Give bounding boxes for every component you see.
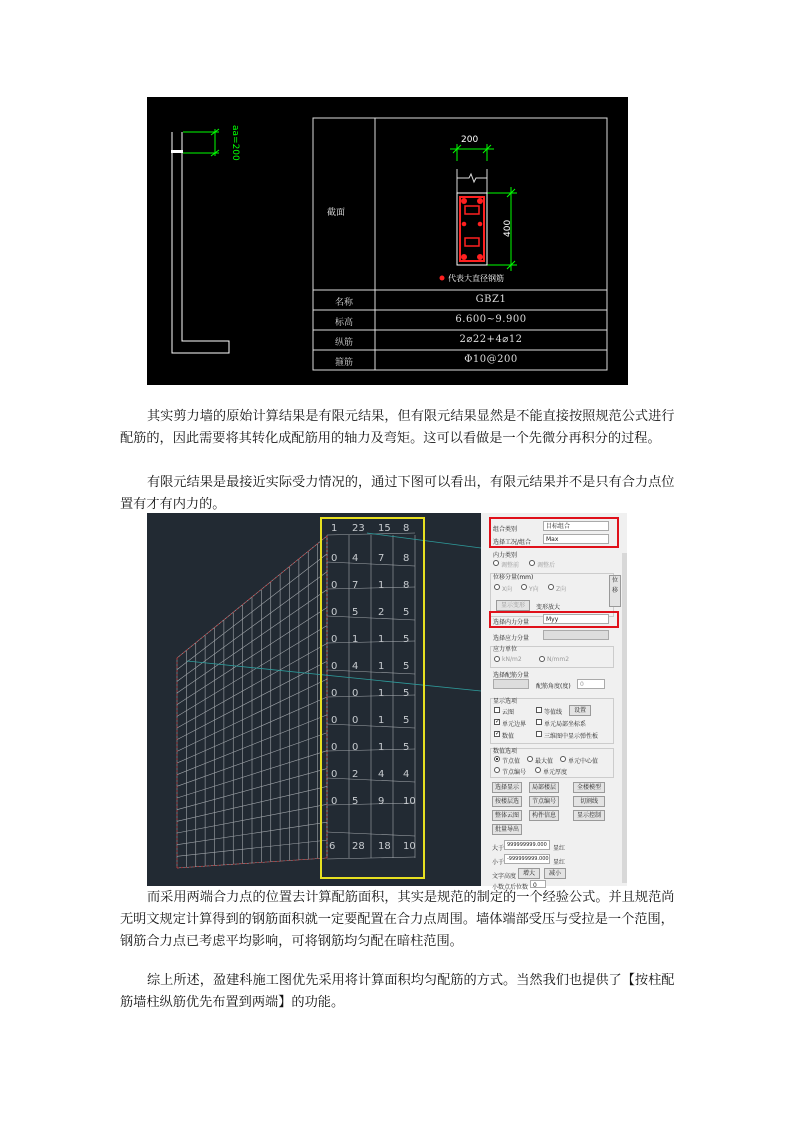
grid-number: 5 <box>403 607 410 618</box>
wall-outline <box>172 132 229 353</box>
grid-number-bottom: 28 <box>352 841 365 852</box>
grid-number: 0 <box>331 742 338 753</box>
opt-3d-label: 三维图中显示弹性板 <box>544 733 599 740</box>
grid-number: 0 <box>331 634 338 645</box>
fem-result-figure <box>147 513 627 891</box>
stress-unit-2: N/mm2 <box>547 656 570 663</box>
legend-bullet <box>440 276 445 281</box>
column-concrete <box>457 193 487 265</box>
grid-number-bottom: 6 <box>329 841 336 852</box>
grid-number: 5 <box>352 796 359 807</box>
member-info-button[interactable]: 构件信息 <box>529 810 559 821</box>
grid-number: 4 <box>352 661 359 672</box>
opt-local-label: 单元局部坐标系 <box>544 721 587 728</box>
grid-number: 0 <box>331 796 338 807</box>
display-label: 显示选项 <box>493 698 518 705</box>
grid-number-top: 23 <box>352 523 365 534</box>
rebar-comp-select[interactable] <box>493 679 529 689</box>
section-label: 截面 <box>327 208 346 218</box>
lt-color: 显红 <box>553 859 566 866</box>
num-nodeid-radio[interactable] <box>494 767 500 773</box>
grid-number: 5 <box>403 634 410 645</box>
disp-y-label: Y向 <box>529 586 539 593</box>
grid-number: 10 <box>403 796 416 807</box>
opt-cloud-checkbox[interactable] <box>494 707 500 713</box>
paragraph-2: 有限元结果是最接近实际受力情况的，通过下图可以看出，有限元结果并不是只有合力点位置有才有内力的。 <box>120 475 675 512</box>
dim-width-label: 200 <box>461 135 479 145</box>
local-floor-button[interactable]: 局部楼层 <box>529 782 559 793</box>
disp-label: 位移分量(mm) <box>493 574 534 581</box>
grid-number: 1 <box>378 661 385 672</box>
num-center-label: 单元中心值 <box>568 758 599 765</box>
disp-x-label: X向 <box>502 586 513 593</box>
opt-contour-label: 等值线 <box>544 709 563 716</box>
num-center-radio[interactable] <box>560 756 566 762</box>
grid-number: 0 <box>331 580 338 591</box>
section-table <box>313 290 607 370</box>
num-max-radio[interactable] <box>527 756 533 762</box>
disp-y-radio[interactable] <box>521 584 527 590</box>
grid-number: 8 <box>403 553 410 564</box>
gt-input[interactable]: 999999999.000 <box>504 840 550 850</box>
grid-number: 0 <box>352 715 359 726</box>
rebar-angle-input[interactable]: 0 <box>577 679 605 689</box>
num-max-label: 最大值 <box>535 758 554 765</box>
rebar-angle-label: 配筋角度(度) <box>536 683 571 690</box>
row-label-elevation: 标高 <box>334 318 353 328</box>
grid-number: 0 <box>331 553 338 564</box>
gt-color: 显红 <box>553 845 566 852</box>
grid-number: 7 <box>378 553 385 564</box>
text-height-label: 文字高度 <box>492 873 517 880</box>
row-value-stirrup: Φ10@200 <box>464 354 518 365</box>
select-display-button[interactable]: 选择显示 <box>492 782 522 793</box>
stress-comp-label: 选择应力分量 <box>493 635 530 642</box>
display-control-button[interactable]: 显示控制 <box>573 810 605 821</box>
dim-aa-label: aa=200 <box>230 125 240 161</box>
grid-number: 1 <box>378 742 385 753</box>
grid-number: 5 <box>403 742 410 753</box>
num-nodeid-label: 节点编号 <box>502 769 527 776</box>
aa-dimension <box>183 129 219 156</box>
force-type-opt1: 调整前 <box>501 562 520 569</box>
grid-number: 4 <box>403 769 410 780</box>
deform-scale-label: 变形放大 <box>536 604 561 611</box>
row-value-long-bar: 2⌀22+4⌀12 <box>459 334 523 345</box>
grid-number: 5 <box>403 715 410 726</box>
grid-number: 5 <box>352 607 359 618</box>
cut-line-button[interactable]: 切割线 <box>573 796 605 807</box>
grid-number: 5 <box>403 688 410 699</box>
batch-export-button[interactable]: 批量导出 <box>492 824 522 835</box>
node-number-button[interactable]: 节点编号 <box>529 796 559 807</box>
grid-number-bottom: 10 <box>403 841 416 852</box>
highlight-combo-box <box>489 517 619 548</box>
grid-number: 1 <box>352 634 359 645</box>
paragraph-4: 综上所述，盈建科施工图优先采用将计算面积均匀配筋的方式。当然我们也提供了【按柱配筋墙柱纵筋优先布置到两端】的功能。 <box>120 973 675 1010</box>
stress-comp-select[interactable] <box>543 630 609 640</box>
num-thick-label: 单元厚度 <box>543 769 568 776</box>
force-type-radio-2[interactable] <box>529 560 535 566</box>
by-floor-button[interactable]: 按楼层选 <box>492 796 522 807</box>
opt-value-label: 数值 <box>502 733 515 740</box>
num-thick-radio[interactable] <box>535 767 541 773</box>
opt-cloud-label: 云图 <box>502 709 515 716</box>
control-panel <box>481 513 627 891</box>
case-select[interactable]: Max <box>543 534 609 544</box>
grid-number: 0 <box>331 688 338 699</box>
row-value-name: GBZ1 <box>475 294 507 305</box>
grid-number: 2 <box>378 607 385 618</box>
grid-number: 4 <box>352 553 359 564</box>
grid-number-bottom: 18 <box>378 841 391 852</box>
fem-mesh-view <box>147 513 481 886</box>
column-section-outline <box>457 169 487 193</box>
grid-number: 0 <box>352 742 359 753</box>
text-decrease-button[interactable]: 减小 <box>544 868 566 879</box>
case-label: 选择工况/组合 <box>493 539 532 546</box>
decimals-input[interactable]: 0 <box>530 880 546 888</box>
combo-type-select[interactable]: 目标组合 <box>543 521 609 531</box>
grid-number: 1 <box>378 634 385 645</box>
num-node-label: 节点值 <box>502 758 521 765</box>
force-type-label: 内力类别 <box>493 552 518 559</box>
grid-number: 9 <box>378 796 385 807</box>
opt-edge-label: 单元边界 <box>502 721 527 728</box>
tie-top <box>465 206 479 214</box>
force-type-opt2: 调整后 <box>537 562 556 569</box>
row-label-stirrup: 箍筋 <box>334 358 353 368</box>
text-increase-button[interactable]: 增大 <box>518 868 540 879</box>
grid-number: 0 <box>331 661 338 672</box>
combo-type-label: 组合类别 <box>493 526 518 533</box>
opt-edge-checkbox[interactable]: ✓ <box>495 718 501 725</box>
grid-number: 5 <box>403 661 410 672</box>
grid-number: 1 <box>378 688 385 699</box>
opt-3d-checkbox[interactable] <box>536 731 542 737</box>
full-model-button[interactable]: 全楼模型 <box>573 782 605 793</box>
opt-contour-checkbox[interactable] <box>536 707 542 713</box>
lt-input[interactable]: -999999999.000 <box>504 854 550 864</box>
disp-z-radio[interactable] <box>548 584 554 590</box>
side-tab-button[interactable]: 位移 <box>609 575 621 607</box>
paragraph-3: 而采用两端合力点的位置去计算配筋面积，其实是规范的制定的一个经验公式。并且规范尚无明文规定计算得到的钢筋面积就一定要配置在合力点周围。墙体端部受压与受拉是一个范围，钢筋合力点已考虑平均影响，可将钢筋均匀配在暗柱范围。 <box>120 890 675 949</box>
opt-value-checkbox[interactable]: ✓ <box>495 730 501 737</box>
grid-number: 0 <box>331 715 338 726</box>
gt-label: 大于 <box>492 845 505 852</box>
paragraph-1: 其实剪力墙的原始计算结果是有限元结果，但有限元结果显然是不能直接按照规范公式进行配筋的，因此需要将其转化成配筋用的轴力及弯矩。这可以看做是一个先微分再积分的过程。 <box>120 409 675 446</box>
grid-number: 4 <box>378 769 385 780</box>
show-deform-button[interactable]: 显示变形 <box>496 600 530 611</box>
disp-z-label: Z向 <box>556 586 567 593</box>
tie-bottom <box>465 238 479 246</box>
opt-set-button[interactable]: 设置 <box>569 705 591 716</box>
stress-unit-radio-1[interactable] <box>494 656 500 662</box>
global-cloud-button[interactable]: 整体云图 <box>492 810 522 821</box>
dim-height-label: 400 <box>503 219 513 237</box>
decimals-label: 小数点后位数 <box>492 884 529 891</box>
stress-unit-1: kN/m2 <box>502 656 522 663</box>
row-value-elevation: 6.600~9.900 <box>455 314 527 325</box>
row-label-name: 名称 <box>334 298 353 308</box>
force-comp-label: 选择内力分量 <box>493 619 530 626</box>
force-type-radio-1[interactable] <box>493 560 499 566</box>
grid-number-top: 8 <box>403 523 410 534</box>
disp-x-radio[interactable] <box>494 584 500 590</box>
num-node-radio[interactable] <box>494 756 500 762</box>
grid-number: 8 <box>403 580 410 591</box>
cad-section-figure <box>147 97 628 385</box>
grid-number: 1 <box>378 715 385 726</box>
panel-scrollbar[interactable] <box>622 553 627 883</box>
wall-marker <box>171 150 183 153</box>
lt-label: 小于 <box>492 859 505 866</box>
force-comp-select[interactable]: Myy <box>543 614 609 624</box>
grid-number-top: 15 <box>378 523 391 534</box>
grid-number: 0 <box>352 688 359 699</box>
grid-number: 0 <box>331 769 338 780</box>
grid-number: 7 <box>352 580 359 591</box>
grid-number: 0 <box>331 607 338 618</box>
stress-unit-label: 应力单位 <box>493 646 518 653</box>
grid-number: 1 <box>378 580 385 591</box>
rebar-comp-label: 选择配筋分量 <box>493 672 530 679</box>
num-label: 数值选项 <box>493 748 518 755</box>
stress-unit-radio-2[interactable] <box>539 656 545 662</box>
grid-number-top: 1 <box>331 523 338 534</box>
grid-number: 2 <box>352 769 359 780</box>
highlight-force-comp <box>489 611 619 628</box>
row-label-long-bar: 纵筋 <box>334 338 353 348</box>
legend-note: 代表大直径钢筋 <box>448 274 504 283</box>
opt-local-checkbox[interactable] <box>536 719 542 725</box>
